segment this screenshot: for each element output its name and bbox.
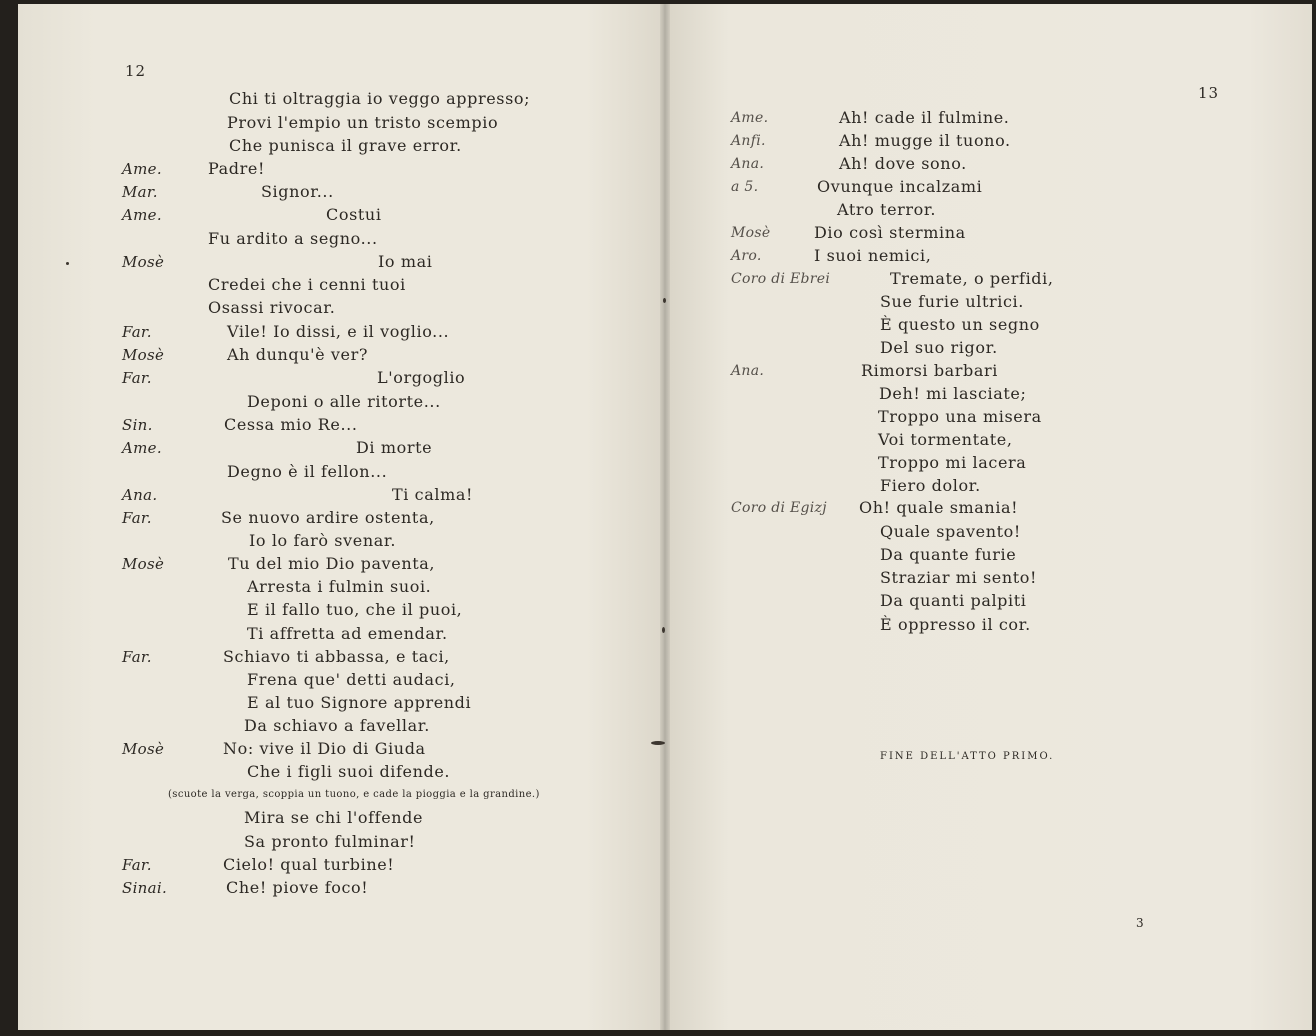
verse-line: Ah! cade il fulmine. (839, 108, 1010, 127)
verse-line: Tremate, o perfidi, (890, 269, 1054, 288)
speaker-name: Mar. (122, 183, 158, 201)
end-of-act-label: FINE DELL'ATTO PRIMO. (880, 751, 1055, 762)
verse-line: Cessa mio Re... (224, 415, 358, 434)
verse-line: L'orgoglio (377, 368, 466, 387)
speaker-name: Ana. (731, 156, 765, 172)
verse-line: Troppo mi lacera (878, 453, 1027, 472)
verse-line: Atro terror. (837, 200, 937, 219)
verse-line: È questo un segno (880, 315, 1040, 334)
verse-line: E il fallo tuo, che il puoi, (247, 600, 463, 619)
left-page-number: 12 (125, 62, 147, 80)
speaker-name: Mosè (122, 253, 165, 271)
speaker-name: Coro di Egizj (731, 500, 827, 516)
speaker-name: Mosè (731, 225, 771, 241)
speaker-name: Anfi. (731, 133, 766, 149)
verse-line: Costui (326, 205, 382, 224)
speaker-name: Sinai. (122, 879, 168, 897)
verse-line: Degno è il fellon... (227, 462, 388, 481)
stage-direction: (scuote la verga, scoppia un tuono, e cade la pioggia e la grandine.) (168, 789, 540, 800)
verse-line: Ovunque incalzami (817, 177, 983, 196)
verse-line: Mira se chi l'offende (244, 808, 424, 827)
verse-line: Ah dunqu'è ver? (227, 345, 369, 364)
verse-line: Osassi rivocar. (208, 298, 336, 317)
verse-line: Deponi o alle ritorte... (247, 392, 441, 411)
verse-line: Credei che i cenni tuoi (208, 275, 406, 294)
speaker-name: Mosè (122, 346, 165, 364)
verse-line: Voi tormentate, (878, 430, 1013, 449)
speaker-name: Far. (122, 856, 152, 874)
verse-line: Sue furie ultrici. (880, 292, 1024, 311)
verse-line: Tu del mio Dio paventa, (228, 554, 436, 573)
verse-line: Ah! mugge il tuono. (839, 131, 1011, 150)
verse-line: Chi ti oltraggia io veggo appresso; (229, 89, 531, 108)
verse-line: Se nuovo ardire ostenta, (221, 508, 435, 527)
signature-mark: 3 (1136, 916, 1144, 930)
verse-line: Signor... (261, 182, 334, 201)
speaker-name: Ame. (731, 110, 769, 126)
verse-line: Del suo rigor. (880, 338, 998, 357)
verse-line: Da quante furie (880, 545, 1017, 564)
verse-line: Dio così stermina (814, 223, 966, 242)
verse-line: Ti affretta ad emendar. (247, 624, 448, 643)
speaker-name: Ana. (122, 486, 158, 504)
ink-speck (662, 627, 665, 633)
speaker-name: Far. (122, 509, 152, 527)
verse-line: Deh! mi lasciate; (879, 384, 1027, 403)
verse-line: Sa pronto fulminar! (244, 832, 416, 851)
verse-line: Di morte (356, 438, 433, 457)
ink-speck (651, 741, 665, 745)
verse-line: Frena que' detti audaci, (247, 670, 456, 689)
speaker-name: Coro di Ebrei (731, 271, 831, 287)
verse-line: Che i figli suoi difende. (247, 762, 451, 781)
verse-line: Fu ardito a segno... (208, 229, 378, 248)
verse-line: Che! piove foco! (226, 878, 369, 897)
verse-line: Provi l'empio un tristo scempio (227, 113, 499, 132)
verse-line: I suoi nemici, (814, 246, 932, 265)
verse-line: Schiavo ti abbassa, e taci, (223, 647, 450, 666)
verse-line: E al tuo Signore apprendi (247, 693, 472, 712)
verse-line: Ah! dove sono. (839, 154, 967, 173)
ink-speck (66, 262, 69, 265)
verse-line: No: vive il Dio di Giuda (223, 739, 426, 758)
verse-line: Da schiavo a favellar. (244, 716, 430, 735)
ink-speck (663, 298, 666, 303)
verse-line: Oh! quale smania! (859, 498, 1019, 517)
speaker-name: Mosè (122, 740, 165, 758)
speaker-name: Aro. (731, 248, 762, 264)
speaker-name: Ame. (122, 439, 162, 457)
speaker-name: Far. (122, 648, 152, 666)
verse-line: Padre! (208, 159, 265, 178)
verse-line: Ti calma! (392, 485, 474, 504)
speaker-name: Mosè (122, 555, 165, 573)
speaker-name: Sin. (122, 416, 153, 434)
speaker-name: Far. (122, 369, 152, 387)
verse-line: Arresta i fulmin suoi. (247, 577, 432, 596)
verse-line: Io lo farò svenar. (249, 531, 397, 550)
verse-line: Io mai (378, 252, 433, 271)
speaker-name: Ame. (122, 160, 162, 178)
speaker-name: Ame. (122, 206, 162, 224)
speaker-name: a 5. (731, 179, 759, 195)
verse-line: È oppresso il cor. (880, 615, 1031, 634)
verse-line: Cielo! qual turbine! (223, 855, 395, 874)
verse-line: Straziar mi sento! (880, 568, 1038, 587)
speaker-name: Far. (122, 323, 152, 341)
verse-line: Quale spavento! (880, 522, 1021, 541)
verse-line: Da quanti palpiti (880, 591, 1027, 610)
book-gutter (660, 4, 670, 1030)
right-page-number: 13 (1198, 84, 1220, 102)
verse-line: Vile! Io dissi, e il voglio... (227, 322, 450, 341)
verse-line: Rimorsi barbari (861, 361, 999, 380)
verse-line: Fiero dolor. (880, 476, 981, 495)
verse-line: Troppo una misera (878, 407, 1042, 426)
verse-line: Che punisca il grave error. (229, 136, 462, 155)
speaker-name: Ana. (731, 363, 765, 379)
